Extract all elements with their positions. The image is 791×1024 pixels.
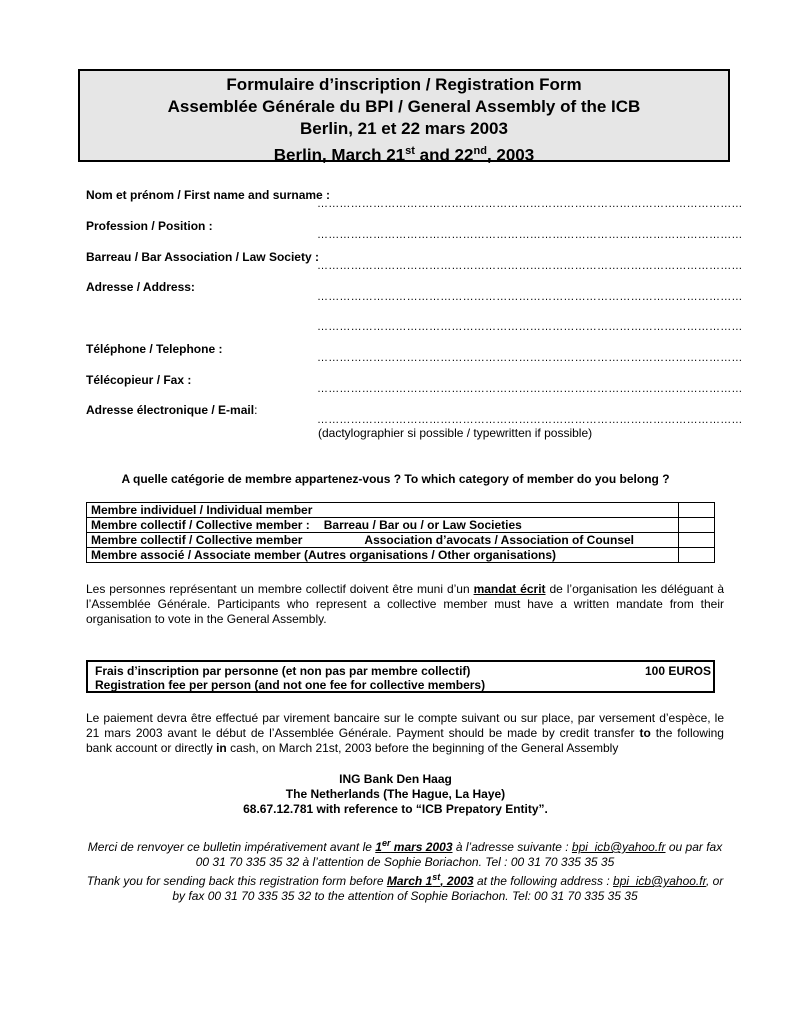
profession-label: Profession / Position : <box>86 219 213 233</box>
profession-field[interactable]: …………………………………………………………………………………………………… <box>317 229 743 241</box>
category-label: Membre collectif / Collective member <box>91 533 303 547</box>
address-field-2[interactable]: …………………………………………………………………………………………………… <box>317 321 743 333</box>
mandate-text: de l’organisation les déléguant à l’Assemblée Générale. Participants who represent a collective member must have a written mandate from their organisation to vote in the General Assembly. <box>86 582 724 626</box>
category-collective-association <box>87 533 679 548</box>
mandate-emphasis: mandat écrit <box>473 582 546 596</box>
payment-emphasis: in <box>216 741 227 755</box>
telephone-field[interactable]: …………………………………………………………………………………………………… <box>317 352 743 364</box>
email-field[interactable]: …………………………………………………………………………………………………… <box>317 414 743 426</box>
checkbox-individual[interactable] <box>679 503 715 518</box>
bank-details <box>0 772 791 817</box>
category-sublabel: Association d’avocats / Association of Counsel <box>364 533 635 547</box>
bar-field[interactable]: …………………………………………………………………………………………………… <box>317 260 743 272</box>
deadline-part: , 2003 <box>440 874 474 888</box>
payment-text: the following bank account or directly <box>86 726 724 755</box>
closing-fr <box>86 836 724 870</box>
table-row <box>87 518 715 533</box>
category-collective-bar <box>87 518 679 533</box>
event-date-fr: Berlin, 21 et 22 mars 2003 <box>300 119 508 138</box>
address-field-1[interactable]: …………………………………………………………………………………………………… <box>317 291 743 303</box>
bar-label: Barreau / Bar Association / Law Society : <box>86 250 319 264</box>
name-field[interactable]: …………………………………………………………………………………………………… <box>317 198 743 210</box>
deadline-en <box>387 874 474 888</box>
bank-country: The Netherlands (The Hague, La Haye) <box>285 787 506 801</box>
fee-line-en: Registration fee per person (and not one fee for collective members) <box>95 678 486 692</box>
category-question: A quelle catégorie de membre appartenez-vous ? To which category of member do you belong ? <box>121 472 670 486</box>
checkbox-collective-association[interactable] <box>679 533 715 548</box>
deadline-part: 1 <box>375 840 382 854</box>
address-label: Adresse / Address: <box>86 280 195 294</box>
deadline-part: mars 2003 <box>390 840 453 854</box>
category-label: Membre collectif / Collective member : <box>91 518 310 532</box>
closing-text: ou par fax 00 31 70 335 35 32 à l’attention de Sophie Boriachon. Tel : 00 31 70 335 35 35 <box>195 840 723 869</box>
email-label <box>86 403 257 417</box>
telephone-label: Téléphone / Telephone : <box>86 342 223 356</box>
email-label-colon: : <box>254 403 258 417</box>
event-date-en <box>80 140 728 167</box>
fee-line-fr: Frais d’inscription par personne (et non pas par membre collectif) <box>95 664 471 678</box>
closing-en <box>86 870 724 904</box>
mandate-text: Les personnes représentant un membre collectif doivent être muni d’un <box>86 582 474 596</box>
category-individual: Membre individuel / Individual member <box>87 503 679 518</box>
closing-text: Merci de renvoyer ce bulletin impérativement avant le <box>87 840 376 854</box>
fee-amount: 100 EUROS <box>644 664 711 678</box>
category-associate: Membre associé / Associate member (Autres organisations / Other organisations) <box>87 548 679 563</box>
deadline-sup: st <box>432 872 441 882</box>
category-sublabel: Barreau / Bar ou / or Law Societies <box>323 518 522 532</box>
date-en-sup: st <box>405 145 415 157</box>
date-en-part: , 2003 <box>486 145 535 165</box>
form-header <box>78 69 730 165</box>
checkbox-collective-bar[interactable] <box>679 518 715 533</box>
date-en-sup: nd <box>473 145 487 157</box>
payment-text: cash, on March 21st, 2003 before the beginning of the General Assembly <box>226 741 619 755</box>
typewritten-note: (dactylographier si possible / typewritten if possible) <box>318 426 593 440</box>
payment-paragraph <box>86 711 724 756</box>
email-link[interactable]: bpi_icb@yahoo.fr <box>613 874 706 888</box>
bank-account: 68.67.12.781 with reference to “ICB Prepatory Entity”. <box>243 802 548 816</box>
name-label: Nom et prénom / First name and surname : <box>86 188 331 202</box>
email-link[interactable]: bpi_icb@yahoo.fr <box>571 840 666 854</box>
fee-box <box>86 660 715 693</box>
form-title: Formulaire d’inscription / Registration Form <box>226 75 582 94</box>
closing-instructions <box>86 836 724 904</box>
table-row <box>87 548 715 563</box>
checkbox-associate[interactable] <box>679 548 715 563</box>
date-en-part: Berlin, March 21 <box>273 145 406 165</box>
closing-text: à l’adresse suivante : <box>452 840 572 854</box>
table-row <box>87 533 715 548</box>
fax-field[interactable]: …………………………………………………………………………………………………… <box>317 383 743 395</box>
closing-text: , or by fax 00 31 70 335 35 32 to the attention of Sophie Boriachon. Tel: 00 31 70 335 35 35 <box>172 874 724 903</box>
closing-text: Thank you for sending back this registration form before <box>86 874 387 888</box>
event-title: Assemblée Générale du BPI / General Assembly of the ICB <box>167 97 641 116</box>
mandate-paragraph <box>86 582 724 627</box>
payment-emphasis: to <box>639 726 651 740</box>
deadline-sup: er <box>381 838 391 848</box>
payment-text: Le paiement devra être effectué par virement bancaire sur le compte suivant ou sur place, par versement d’espèce, le 21 mars 2003 avant le début de l’Assemblée Générale. Payment should be made by credit transfer <box>86 711 724 740</box>
fax-label: Télécopieur / Fax : <box>86 373 192 387</box>
bank-name: ING Bank Den Haag <box>339 772 452 786</box>
email-label-text: Adresse électronique / E-mail <box>86 403 255 417</box>
deadline-part: March 1 <box>386 874 433 888</box>
category-table <box>86 502 715 563</box>
deadline-fr <box>375 840 452 854</box>
table-row <box>87 503 715 518</box>
date-en-part: and 22 <box>414 145 474 165</box>
closing-text: at the following address : <box>473 874 614 888</box>
